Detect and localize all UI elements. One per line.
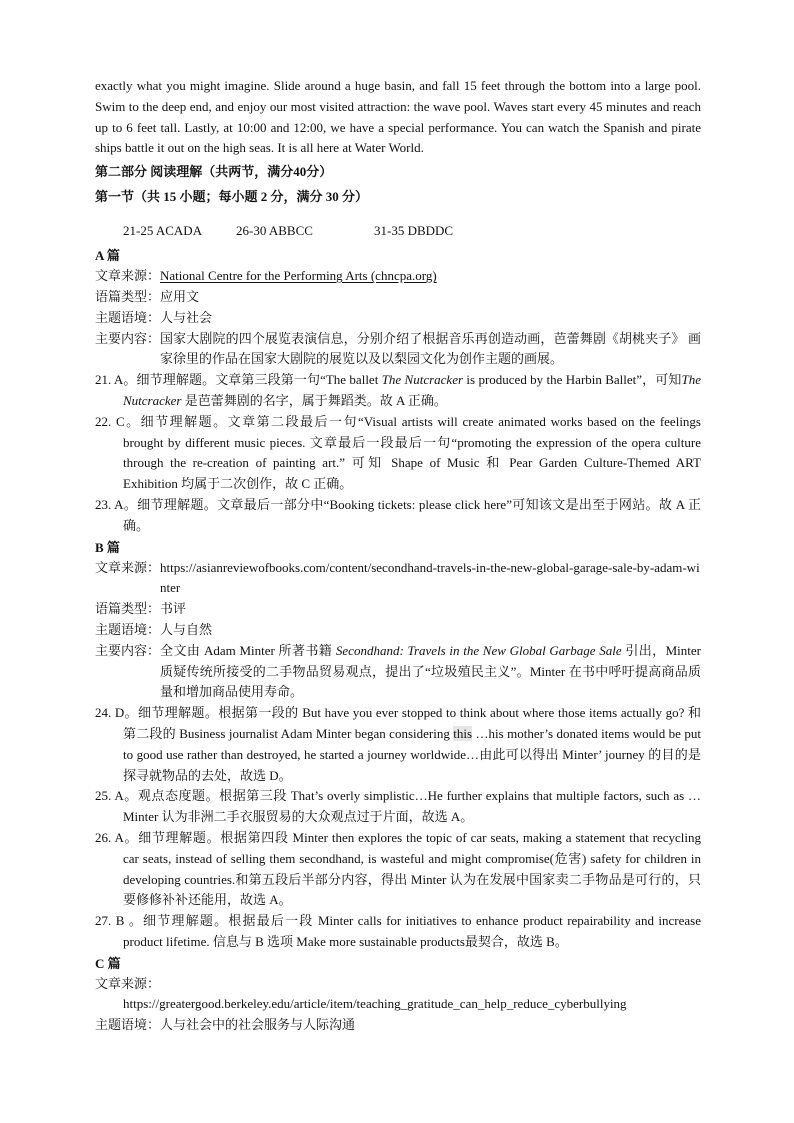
source-label: 文章来源： [95,559,161,575]
passage-c-theme: 人与社会中的社会服务与人际沟通 [160,1017,356,1033]
passage-b-source-url: https://asianreviewofbooks.com/content/secondhand-travels-in-the-new-global-garage-sale-by-adam-winter [160,559,700,596]
passage-a-source-link[interactable]: National Centre for the Performing Arts (chncpa.org) [160,268,437,284]
passage-a-theme: 人与社会 [160,309,213,325]
section1-heading: 第一节（共 15 小题；每小题 2 分，满分 30 分） [95,189,369,205]
passage-b-content: 全文由 Adam Minter 所著书籍 Secondhand: Travels in the New Global Garbage Sale 引出，Minter 质疑传统所接受的二手物品贸易观点，提出了“垃圾殖民主义”。Minter 在书中呼吁提高商品质量和增加商品使用寿命。 [160,642,701,700]
answer-22: 22. C。细节理解题。文章第二段最后一句“Visual artists will create animated works based on the feelings brought by different music pieces. 文章最后一段最后一句“promoting the expression of the opera culture through the re-creation of painting art.” 可知 Shape of Music 和 Pear Garden Culture-Themed ART Exhibition 均属于二次创作，故 C 正确。 [95,413,701,492]
answer-24: 24. D。细节理解题。根据第一段的 But have you ever stopped to think about where those items actually go? 和第二段的 Business journalist Adam Minter began considering this …his mother’s donated items would be put to good use rather than destroyed, he started a journey worldwide…由此可以得出 Minter’ journey 的目的是探寻就物品的去处，故选 D。 [95,705,701,783]
passage-b-source-row [95,558,701,600]
type-label: 语篇类型： [95,288,161,304]
content-label: 主要内容： [95,330,161,346]
passage-b-title: B 篇 [95,539,120,555]
passage-b-content-row [95,641,701,703]
passage-a-content-row [95,329,701,371]
answer-27: 27. B 。细节理解题。根据最后一段 Minter calls for initiatives to enhance product repairability and increase product lifetime. 信息与 B 选项 Make more sustainable products最契合，故选 B。 [95,913,701,949]
answer-25: 25. A。观点态度题。根据第三段 That’s overly simplistic…He further explains that multiple factors, such as …Minter 认为非洲二手衣服贸易的大众观点过于片面，故选 A。 [95,788,701,825]
answer-key [123,221,701,241]
passage-c-source-label: 文章来源： [95,975,161,991]
answer-group-21-25: 21-25 ACADA [123,223,203,239]
passage-b-theme: 人与自然 [160,621,213,637]
passage-a-type: 应用文 [160,288,200,304]
passage-c-title: C 篇 [95,955,121,971]
passage-b-type-row [95,599,701,620]
type-label: 语篇类型： [95,601,161,617]
answer-23: 23. A。细节理解题。文章最后一部分中“Booking tickets: please click here”可知该文是出至于网站。故 A 正确。 [95,496,701,533]
content-label: 主要内容： [95,642,161,658]
passage-a-source-row [95,266,701,287]
highlighted-word: this [453,725,473,741]
document-page [95,76,701,1036]
answer-26: 26. A。细节理解题。根据第四段 Minter then explores the topic of car seats, making a statement that recycling car seats, instead of selling them secondhand, is wasteful and might compromise(危害) safety for children in developing countries.和第五段后半部分内容，得出 Minter 认为在发展中国家卖二手物品是可行的，只要修修补补还能用，故选 A。 [95,829,701,908]
theme-label: 主题语境： [95,1017,161,1033]
passage-a-type-row [95,287,701,308]
answer-group-26-30: 26-30 ABBCC [236,223,313,239]
passage-b-type: 书评 [160,601,187,617]
theme-label: 主题语境： [95,621,161,637]
passage-a-content: 国家大剧院的四个展览表演信息，分别介绍了根据音乐再创造动画，芭蕾舞剧《胡桃夹子》 画家徐里的作品在国家大剧院的展览以及以梨园文化为创作主题的画展。 [160,330,701,367]
source-label: 文章来源： [95,268,161,284]
passage-c-theme-row [95,1015,701,1036]
part2-heading: 第二部分 阅读理解（共两节，满分40分） [95,164,333,180]
passage-a-theme-row [95,308,701,329]
theme-label: 主题语境： [95,309,161,325]
answer-21: 21. A。细节理解题。文章第三段第一句“The ballet The Nutcracker is produced by the Harbin Ballet”，可知The Nutcracker 是芭蕾舞剧的名字，属于舞蹈类。故 A 正确。 [95,372,702,408]
answer-group-31-35: 31-35 DBDDC [374,223,454,239]
intro-paragraph: exactly what you might imagine. Slide around a huge basin, and fall 15 feet through the bottom into a large pool. Swim to the deep end, and enjoy our most visited attraction: the wave pool. Waves start every 45 minutes and reach up to 6 feet tall. Lastly, at 10:00 and 12:00, we have a special performance. You can watch the Spanish and pirate ships battle it out on the high seas. It is all here at Water World. [95,78,701,156]
passage-b-theme-row [95,620,701,641]
passage-c-source-url: https://greatergood.berkeley.edu/article/item/teaching_gratitude_can_help_reduce_cyberbullying [123,996,627,1012]
passage-a-title: A 篇 [95,248,120,264]
